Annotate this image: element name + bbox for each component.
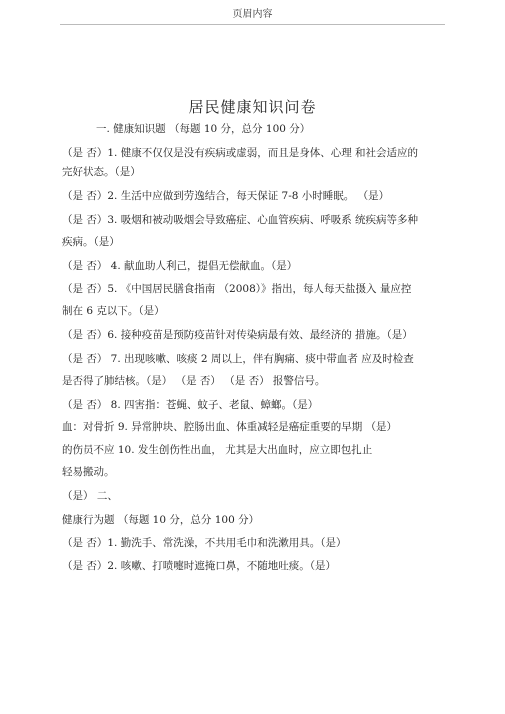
section-heading-knowledge: 一. 健康知识题 （每题 10 分，总分 100 分）	[96, 123, 311, 135]
question-line: 完好状态。（是）	[62, 166, 141, 178]
question-line: （是 否）5. 《中国居民膳食指南 （2008）》指出，每人每天盐摄入 量应控	[62, 283, 412, 295]
header-divider	[60, 24, 445, 25]
question-line: 是否得了肺结核。（是） （是 否） （是 否） 报警信号。	[62, 375, 326, 387]
question-line: （是 否）1. 健康不仅仅是没有疾病或虚弱，而且是身体、心理 和社会适应的	[62, 147, 419, 159]
question-line: （是 否） 7. 出现咳嗽、咳痰 2 周以上，伴有胸痛、痰中带血者 应及时检查	[62, 353, 414, 365]
question-line: 轻易搬动。	[62, 466, 115, 478]
document-title: 居民健康知识问卷	[188, 98, 317, 116]
question-line: 制在 6 克以下。（是）	[62, 305, 165, 317]
question-line: （是 否）2. 咳嗽、打喷嚏时遮掩口鼻，不随地吐痰。（是）	[62, 560, 336, 572]
page-header: 页眉内容	[232, 9, 273, 20]
question-line: （是 否）2. 生活中应做到劳逸结合，每天保证 7-8 小时睡眠。 （是）	[62, 190, 390, 202]
question-line: 的伤员不应 10. 发生创伤性出血， 尤其是大出血时，应立即包扎止	[62, 444, 373, 456]
question-line: 血：对骨折 9. 异常肿块、腔肠出血、体重减轻是癌症重要的早期 （是）	[62, 421, 398, 433]
question-line: （是 否）6. 接种疫苗是预防疫苗针对传染病最有效、最经济的 措施。（是）	[62, 329, 413, 341]
question-line: （是 否）3. 吸烟和被动吸烟会导致癌症、心血管疾病、呼吸系 统疾病等多种	[62, 214, 419, 226]
question-line: （是） 二、	[62, 490, 118, 502]
question-line: （是 否） 4. 献血助人利己，提倡无偿献血。（是）	[62, 260, 298, 272]
question-line: （是 否） 8. 四害指：苍蝇、蚊子、老鼠、蟑螂。（是）	[62, 399, 319, 411]
section-heading-behavior: 健康行为题 （每题 10 分，总分 100 分）	[62, 514, 260, 526]
question-line: 疾病。（是）	[62, 236, 120, 248]
question-line: （是 否）1. 勤洗手、常洗澡，不共用毛巾和洗漱用具。（是）	[62, 537, 347, 549]
